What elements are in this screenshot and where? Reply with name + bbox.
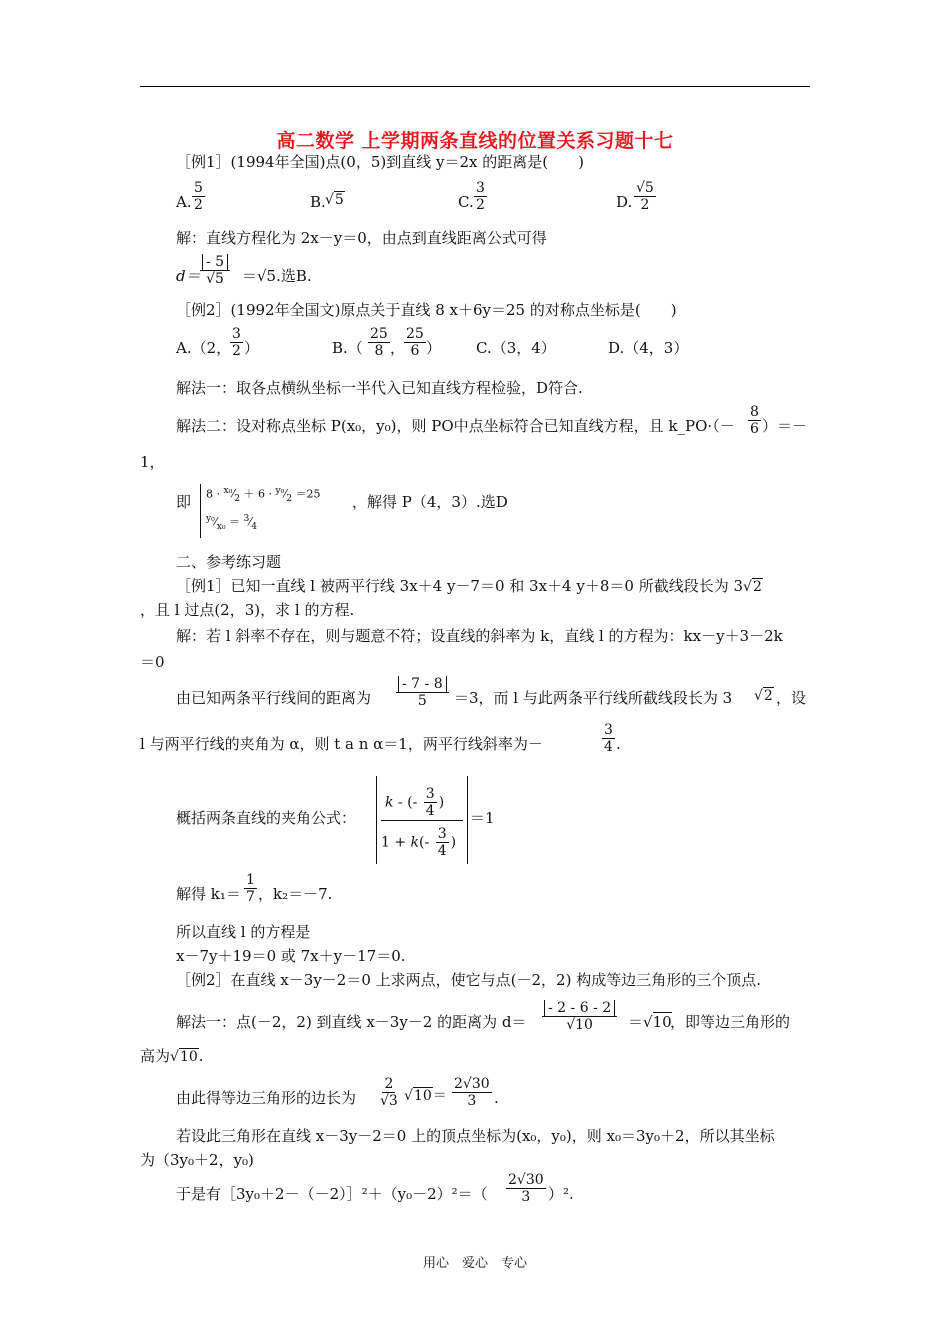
p1-stem [176,576,763,597]
p2-equation-tail: ）². [548,1185,574,1203]
ex1-option-d: D. [616,193,633,211]
sqrt-2: √2 [743,579,762,595]
ex2-option-a-close: ） [244,339,260,357]
ex1-option-a: A. [176,193,192,211]
p1-stem-text: ［例1］已知一直线 l 被两平行线 3x＋4 y－7＝0 和 3x＋4 y＋8＝0 所截线段长为 3 [176,577,744,595]
p2-height: 高为√10. [140,1047,204,1065]
p1-solution-cont: ＝0 [140,653,165,671]
frac-sqrt5-2: $\frac{√5}{2}$ [636,180,654,213]
p1-solve-tail: ，k₂＝－7. [258,885,333,903]
section-heading: 二、参考练习题 [176,553,282,571]
p2-eq-sqrt10: ＝√10 [628,1013,672,1031]
frac-2sqrt30-3: $\frac{2√30}{3}$ [454,1076,490,1109]
ex2-option-b-close: ） [426,339,442,357]
p1-so: 所以直线 l 的方程是 [176,923,311,941]
sqrt-5: √5 [325,192,344,208]
p1-angle-text: l 与两平行线的夹角为 α，则 t a n α＝1，两平行线斜率为－ [140,735,543,753]
ex2-method2 [176,404,816,448]
p1-solve [176,872,576,916]
p2-method1-text: 解法一：点(－2，2) 到直线 x－3y－2 的距离为 d＝ [176,1013,527,1031]
p2-coord-cont: 为（3y₀＋2，y₀) [140,1151,254,1169]
ex2-options [176,326,776,370]
p2-stem: ［例2］在直线 x－3y－2＝0 上求两点，使它与点(－2，2) 构成等边三角形的三个顶点. [176,971,761,989]
ex2-stem: ［例2］(1992年全国文)原点关于直线 8 x＋6y＝25 的对称点坐标是( ) [176,301,677,319]
p1-distance [176,676,816,720]
frac-1-7: $\frac{1}{7}$ [246,872,255,905]
p1-distance-mid: ＝3，而 l 与此两条平行线所截线段长为 3 [454,689,733,707]
ex2-method2-tail: ）＝－ [762,417,808,435]
p1-angle [140,722,740,766]
p2-side-period: . [494,1089,499,1107]
ex2-method2-text: 解法二：设对称点坐标 P(x₀，y₀)，则 PO中点坐标符合已知直线方程，且 k_PO·（－ [176,417,735,435]
frac-abs-2-6-2-over-sqrt10: $\frac{- 2 - 6 - 2}{√10}$ [542,1000,617,1033]
frac-3-2b: $\frac{3}{2}$ [232,326,241,359]
p1-stem-cont: ，且 l 过点(2，3)，求 l 的方程. [140,601,355,619]
frac-3-4: $\frac{3}{4}$ [604,722,613,755]
p2-equation [176,1172,776,1216]
sqrt-2b: √2 [754,688,773,704]
p1-formula-tail: ＝1 [470,809,495,827]
p2-side-text: 由此得等边三角形的边长为 [176,1089,357,1107]
ex2-option-b-comma: ， [390,339,406,357]
frac-8-6: $\frac{8}{6}$ [750,404,759,437]
system-brace [200,484,201,538]
p1-solve-text: 解得 k₁＝ [176,885,241,903]
frac-3-2: $\frac{3}{2}$ [476,180,485,213]
p2-method1 [176,1000,816,1044]
header-rule [140,86,810,87]
p2-coord: 若设此三角形在直线 x－3y－2＝0 上的顶点坐标为(x₀，y₀)，则 x₀＝3y₀＋2，所以其坐标 [176,1127,775,1145]
frac-25-6: $\frac{25}{6}$ [406,326,424,359]
p2-method1-tail: ，即等边三角形的 [670,1013,791,1031]
system-eq1: $8 \cdot ^{x_0}⁄_2 + 6$ · $^{y_0}⁄_2 =25$ [206,485,321,504]
frac-25-8: $\frac{25}{8}$ [370,326,388,359]
angle-formula: k - (- $\frac{3}{4}$ ) 1 + k(- $\frac{3}{4}$ ) [376,776,468,864]
system-eq2: $^{y_0}⁄_{x_0}$ ＝ $^3⁄_4$ [206,513,258,532]
ex1-option-c: C. [458,193,474,211]
p2-equation-text: 于是有［3y₀＋2－（－2）］²＋（y₀－2）²＝（ [176,1185,488,1203]
frac-5-2: $\frac{5}{2}$ [194,180,203,213]
ex2-option-d: D.（4，3） [608,339,689,357]
p1-answer: x－7y＋19＝0 或 7x＋y－17＝0. [176,947,406,965]
ex2-option-b: B.（ [332,339,363,357]
sqrt-10b: √10＝ [404,1088,447,1104]
ex2-system-lead: 即 [176,493,192,511]
p2-height-text: 高为 [140,1047,171,1065]
p1-angle-tail: . [616,735,621,753]
p1-formula-lead: 概括两条直线的夹角公式： [176,809,357,827]
ex1-solution: 解：直线方程化为 2x－y＝0，由点到直线距离公式可得 [176,229,547,247]
ex1-option-b: B. [310,193,326,211]
ex1-answer: ＝√5.选B. [242,267,312,285]
ex2-option-a: A.（2， [176,339,232,357]
ex2-option-c: C.（3，4） [476,339,556,357]
ex2-method1: 解法一：取各点横纵坐标一半代入已知直线方程检验，D符合. [176,379,583,397]
frac-2-sqrt3: $\frac{2}{√3}$ [380,1076,398,1109]
p1-distance-tail: ，设 [776,689,807,707]
ex2-system-result: ，解得 P（4，3）.选D [352,493,508,511]
p2-side [176,1076,676,1120]
page-footer: 用心 爱心 专心 [422,1256,527,1271]
frac-abs5-sqrt5: $\frac{- 5}{√5}$ [200,254,230,287]
frac-abs-7-8-over-5: $\frac{- 7 - 8}{5}$ [396,676,449,709]
frac-2sqrt30-3b: $\frac{2√30}{3}$ [508,1172,544,1205]
page-title: 高二数学 上学期两条直线的位置关系习题十七 [276,130,674,152]
p1-solution: 解：若 l 斜率不存在，则与题意不符；设直线的斜率为 k，直线 l 的方程为：kx－y＋3－2k [176,627,783,645]
ex1-stem: ［例1］(1994年全国)点(0，5)到直线 y＝2x 的距离是( ) [176,153,584,171]
ex1-options [176,180,776,224]
ex1-result: d＝ $\frac{- 5}{√5}$ ＝√5.选B. [176,254,312,287]
ex2-method2-cont: 1， [140,453,165,471]
p1-distance-lead: 由已知两条平行线间的距离为 [176,689,372,707]
sqrt-10: √10 [170,1049,198,1065]
